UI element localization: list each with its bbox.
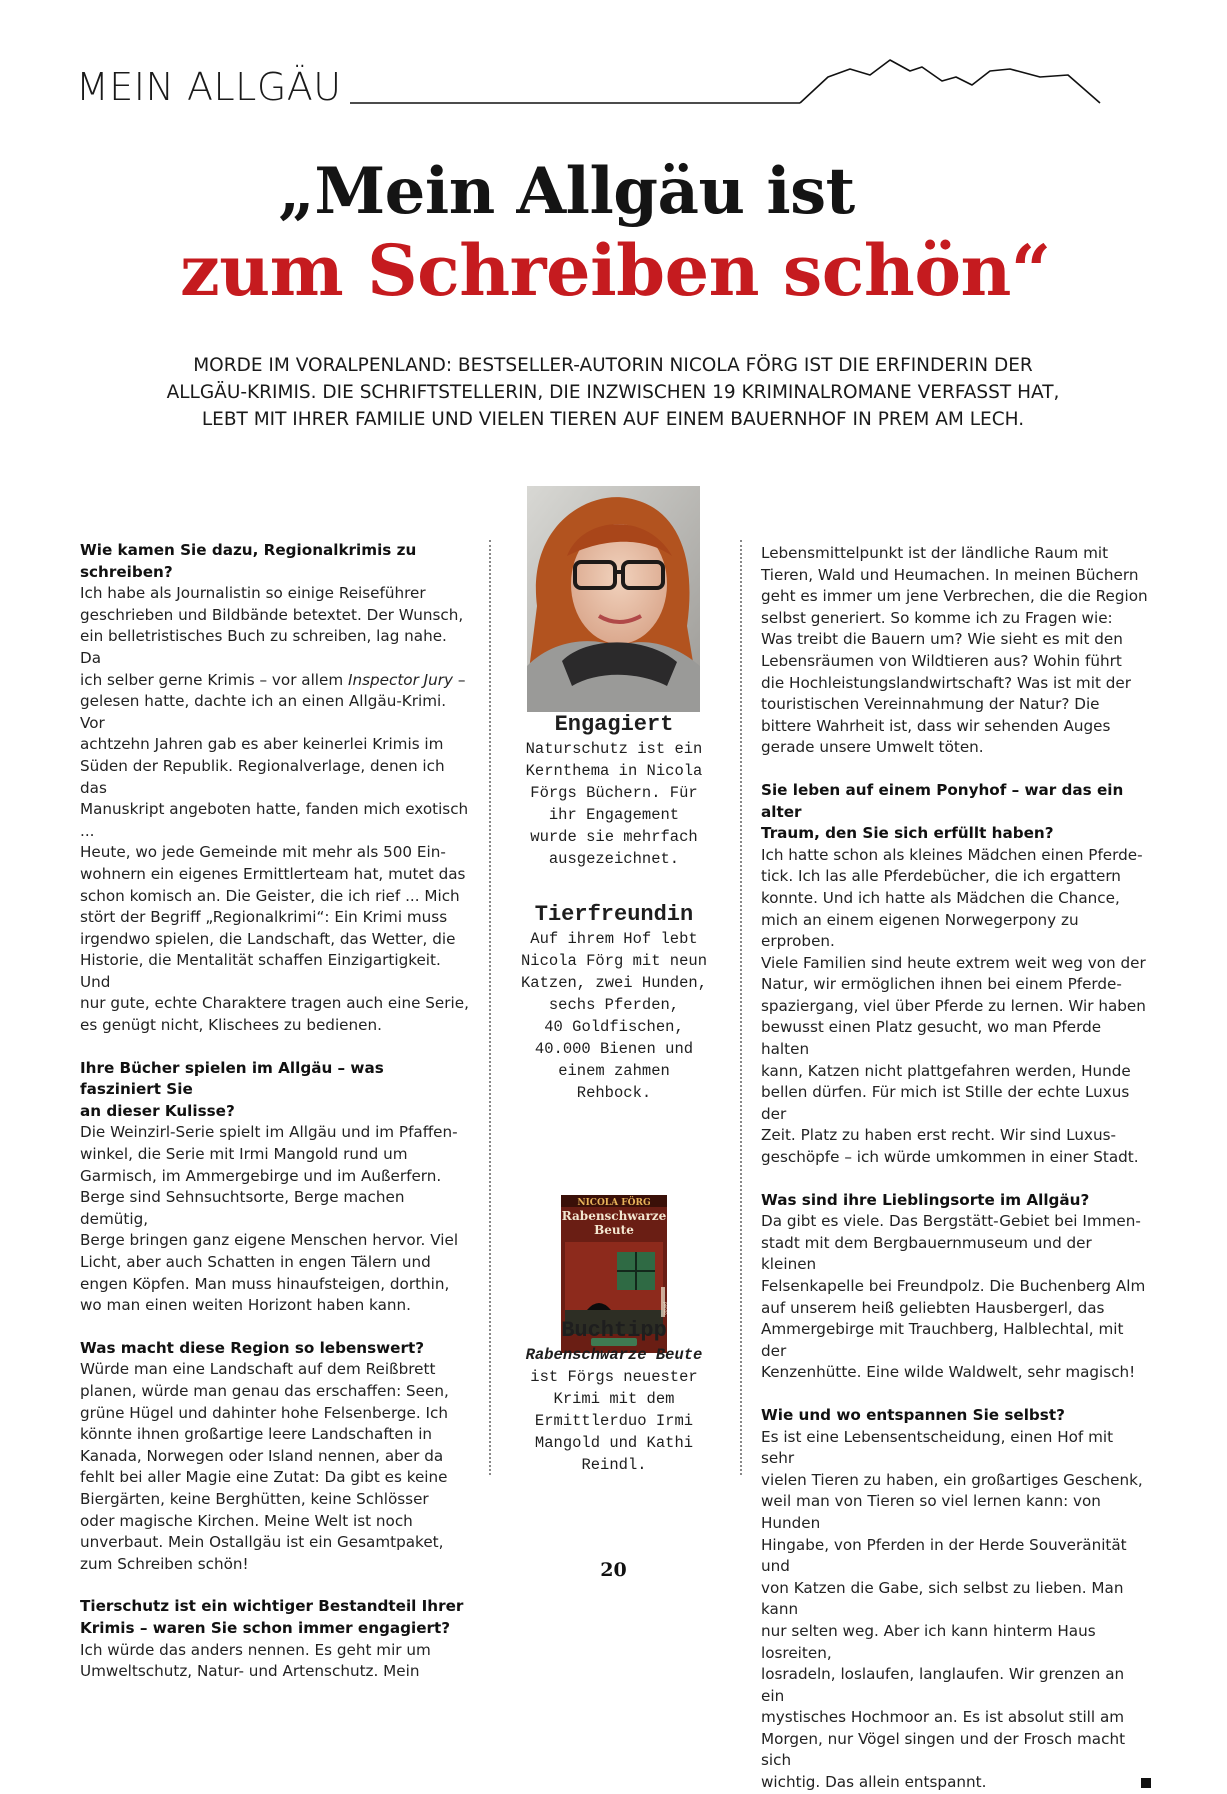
question-heading: an dieser Kulisse?	[80, 1101, 235, 1120]
headline-line-2: zum Schreiben schön“	[180, 229, 1051, 312]
mountain-silhouette-divider	[350, 55, 1150, 111]
sidebar-line: Auf ihrem Hof lebt	[530, 930, 698, 948]
left-article-column	[80, 540, 470, 1683]
answer-line: Berge sind Sehnsuchtsorte, Berge machen demütig,	[80, 1188, 405, 1228]
answer-line: ein belletristisches Buch zu schreiben, lag nahe. Da	[80, 627, 447, 667]
answer-line: mystisches Hochmoor an. Es ist absolut still am	[761, 1708, 1125, 1727]
answer-line: es genügt nicht, Klischees zu bedienen.	[80, 1016, 382, 1035]
answer-line: die Hochleistungslandwirtschaft? Was ist mit der	[761, 673, 1131, 692]
sidebar-line: wurde sie mehrfach	[530, 828, 698, 846]
answer-line: Berge bringen ganz eigene Menschen hervor. Viel	[80, 1231, 459, 1250]
sidebar-line: einem zahmen	[558, 1062, 670, 1080]
answer-line	[80, 670, 470, 692]
lead-line: ALLGÄU-KRIMIS. DIE SCHRIFTSTELLERIN, DIE INZWISCHEN 19 KRIMINALROMANE VERFASST HAT,	[166, 382, 1060, 403]
sidebar-line: ihr Engagement	[548, 806, 680, 824]
answer-line: Kanada, Norwegen oder Island nennen, aber da	[80, 1446, 444, 1465]
right-article-column	[761, 543, 1151, 1794]
sidebar-book-title: Rabenschwarze Beute	[525, 1346, 703, 1364]
book-title-1: Rabenschwarze	[561, 1209, 667, 1223]
answer-line: spaziergang, viel über Pferde zu lernen. Wir haben	[761, 996, 1146, 1015]
page-number: 20	[600, 1559, 627, 1581]
answer-line: Biergärten, keine Berghütten, keine Schlösser	[80, 1489, 429, 1508]
lead-paragraph	[78, 352, 1148, 433]
answer-line: touristischen Vereinnahmung der Natur? Die	[761, 695, 1100, 714]
author-portrait-photo	[527, 486, 700, 712]
answer-line: geschöpfe – ich würde umkommen in einer Stadt.	[761, 1148, 1139, 1167]
answer-line: planen, würde man genau das erschaffen: Seen,	[80, 1381, 449, 1400]
book-reference-italic: Inspector Jury	[347, 670, 453, 689]
answer-line: vielen Tieren zu haben, ein großartiges Geschenk,	[761, 1470, 1143, 1489]
sidebar-line: 40.000 Bienen und	[534, 1040, 694, 1058]
answer-line: Felsenkapelle bei Freundpolz. Die Buchenberg Alm	[761, 1277, 1146, 1295]
lead-line: LEBT MIT IHRER FAMILIE UND VIELEN TIEREN AUF EINEM BAUERNHOF IN PREM AM LECH.	[201, 409, 1025, 430]
sidebar-line: Krimi mit dem	[553, 1390, 675, 1408]
answer-line: Süden der Republik. Regionalverlage, denen ich das	[80, 756, 445, 797]
sidebar-heading: Engagiert	[554, 712, 674, 737]
answer-line: geht es immer um jene Verbrechen, die die Region	[761, 587, 1148, 606]
answer-line: losradeln, loslaufen, langlaufen. Wir grenzen an ein	[761, 1665, 1125, 1705]
sidebar-line: Nicola Förg mit neun	[520, 952, 708, 970]
answer-line: Es ist eine Lebensentscheidung, einen Hof mit sehr	[761, 1427, 1114, 1468]
answer-line: selbst generiert. So komme ich zu Fragen wie:	[761, 608, 1113, 627]
answer-line	[761, 1772, 1151, 1794]
answer-line: Umweltschutz, Natur- und Artenschutz. Mein	[80, 1662, 420, 1681]
answer-line: geschrieben und Bildbände betextet. Der Wunsch,	[80, 605, 464, 624]
sidebar-box-buchtipp	[500, 1318, 728, 1476]
answer-line: Garmisch, im Ammergebirge und im Außerfern.	[80, 1166, 442, 1185]
answer-line: Tieren, Wald und Heumachen. In meinen Büchern	[761, 565, 1139, 584]
answer-line: Lebensräumen von Wildtieren aus? Wohin führt	[761, 651, 1122, 670]
answer-line: Manuskript angeboten hatte, fanden mich exotisch ...	[80, 800, 469, 840]
sidebar-box-engagiert	[500, 712, 728, 870]
sidebar-line: Mangold und Kathi	[534, 1434, 694, 1452]
sidebar-heading: Tierfreundin	[534, 902, 694, 927]
headline-line-1: „Mein Allgäu ist	[278, 154, 855, 229]
column-divider	[489, 540, 491, 1475]
answer-line: Ammergebirge mit Trauchberg, Halblechtal, mit der	[761, 1320, 1124, 1360]
answer-line: winkel, die Serie mit Irmi Mangold rund um	[80, 1145, 408, 1164]
answer-line: Historie, die Mentalität schaffen Einzigartigkeit. Und	[80, 951, 441, 991]
sidebar-line: Förgs Büchern. Für	[530, 784, 698, 802]
sidebar-line: 40 Goldfischen,	[544, 1018, 684, 1036]
answer-line: gerade unsere Umwelt töten.	[761, 738, 984, 757]
sidebar-line: sechs Pferden,	[548, 996, 680, 1014]
answer-text: wichtig. Das allein entspannt.	[761, 1773, 987, 1792]
answer-line: zum Schreiben schön!	[80, 1554, 249, 1573]
answer-line: könnte ihnen großartige leere Landschaften in	[80, 1425, 433, 1444]
sidebar-line: Ermittlerduo Irmi	[534, 1412, 694, 1430]
answer-line: bewusst einen Platz gesucht, wo man Pferde halten	[761, 1018, 1102, 1059]
sidebar-line: ist Förgs neuester	[530, 1368, 698, 1386]
question-heading: Sie leben auf einem Ponyhof – war das ein alter	[761, 780, 1124, 821]
book-title-2: Beute	[594, 1223, 634, 1237]
section-title: MEIN ALLGÄU	[76, 65, 342, 109]
answer-line: schon komisch an. Die Geister, die ich rief ... Mich	[80, 886, 460, 905]
answer-line: Heute, wo jede Gemeinde mit mehr als 500 Ein-	[80, 843, 446, 862]
answer-line: grüne Hügel und dahinter hohe Felsenberge. Ich	[80, 1403, 449, 1422]
answer-text: ich selber gerne Krimis – vor allem	[80, 670, 344, 689]
answer-line: Lebensmittelpunkt ist der ländliche Raum mit	[761, 544, 1109, 562]
end-of-article-square-icon	[1141, 1778, 1151, 1788]
answer-line: wohnern ein eigenes Ermittlerteam hat, mutet das	[80, 864, 466, 883]
sidebar-line: Naturschutz ist ein	[525, 740, 703, 758]
lead-line: MORDE IM VORALPENLAND: BESTSELLER-AUTORIN NICOLA FÖRG IST DIE ERFINDERIN DER	[193, 355, 1033, 376]
book-publisher: pendo	[663, 1302, 668, 1315]
answer-line: bittere Wahrheit ist, dass wir sehenden Auges	[761, 716, 1111, 735]
answer-line: nur selten weg. Aber ich kann hinterm Haus losreiten,	[761, 1621, 1096, 1662]
answer-line: auf unserem heiß geliebten Hausbergerl, das	[761, 1298, 1105, 1317]
answer-line: Ich hatte schon als kleines Mädchen einen Pferde-	[761, 845, 1143, 864]
answer-line: engen Köpfen. Man muss hinaufsteigen, dorthin,	[80, 1274, 450, 1293]
question-heading: Wie kamen Sie dazu, Regionalkrimis zu schreiben?	[80, 541, 417, 581]
answer-line: bellen dürfen. Für mich ist Stille der echte Luxus der	[761, 1083, 1130, 1123]
answer-line: Hingabe, von Pferden in der Herde Souveränität und	[761, 1535, 1127, 1576]
sidebar-box-tierfreundin	[500, 902, 728, 1104]
sidebar-line: Katzen, zwei Hunden,	[520, 974, 708, 992]
answer-line: stadt mit dem Bergbauernmuseum und der kleinen	[761, 1233, 1092, 1274]
question-heading: Tierschutz ist ein wichtiger Bestandteil Ihrer	[80, 1597, 464, 1616]
answer-line: Kenzenhütte. Eine wilde Waldwelt, sehr magisch!	[761, 1363, 1136, 1382]
question-heading: Krimis – waren Sie schon immer engagiert?	[80, 1618, 451, 1637]
sidebar-line: Reindl.	[581, 1456, 647, 1474]
sidebar-line: ausgezeichnet.	[548, 850, 680, 868]
answer-line: Ich habe als Journalistin so einige Reiseführer	[80, 584, 426, 603]
question-heading: Was sind ihre Lieblingsorte im Allgäu?	[761, 1190, 1090, 1209]
answer-text: –	[453, 670, 466, 689]
answer-line: irgendwo spielen, die Landschaft, das Wetter, die	[80, 929, 456, 948]
answer-line: achtzehn Jahren gab es aber keinerlei Krimis im	[80, 735, 444, 754]
answer-line: oder magische Kirchen. Meine Welt ist noch	[80, 1511, 413, 1530]
answer-line: Ich würde das anders nennen. Es geht mir um	[80, 1640, 431, 1659]
column-divider	[740, 540, 742, 1475]
answer-line: gelesen hatte, dachte ich an einen Allgäu-Krimi. Vor	[80, 692, 447, 732]
answer-line: Natur, wir ermöglichen ihnen bei einem Pferde-	[761, 975, 1122, 994]
question-heading: Wie und wo entspannen Sie selbst?	[761, 1405, 1065, 1424]
answer-line: wo man einen weiten Horizont haben kann.	[80, 1296, 411, 1315]
answer-line: Morgen, nur Vögel singen und der Frosch macht sich	[761, 1729, 1126, 1770]
answer-line: Viele Familien sind heute extrem weit weg von der	[761, 953, 1146, 972]
book-author: NICOLA FÖRG	[577, 1198, 651, 1208]
answer-line: Licht, aber auch Schatten in engen Tälern und	[80, 1253, 431, 1271]
sidebar-line: Kernthema in Nicola	[525, 762, 703, 780]
answer-line: mich an einem eigenen Norwegerpony zu erproben.	[761, 910, 1079, 951]
question-heading: Traum, den Sie sich erfüllt haben?	[761, 824, 1054, 843]
answer-line: tick. Ich las alle Pferdebücher, die ich ergattern	[761, 867, 1121, 886]
answer-line: weil man von Tieren so viel lernen kann: von Hunden	[761, 1492, 1101, 1532]
answer-line: Zeit. Platz zu haben erst recht. Wir sind Luxus-	[761, 1126, 1116, 1145]
sidebar-heading: Buchtipp	[561, 1318, 667, 1343]
answer-line: kann, Katzen nicht plattgefahren werden, Hunde	[761, 1061, 1131, 1080]
answer-line: fehlt bei aller Magie eine Zutat: Da gibt es keine	[80, 1468, 448, 1487]
answer-line: Was treibt die Bauern um? Wie sieht es mit den	[761, 630, 1123, 649]
answer-line: konnte. Und ich hatte als Mädchen die Chance,	[761, 888, 1120, 907]
question-heading: Ihre Bücher spielen im Allgäu – was fasziniert Sie	[80, 1058, 384, 1099]
answer-line: stört der Begriff „Regionalkrimi“: Ein Krimi muss	[80, 908, 448, 927]
answer-line: Die Weinzirl-Serie spielt im Allgäu und im Pfaffen-	[80, 1123, 458, 1142]
answer-line: Würde man eine Landschaft auf dem Reißbrett	[80, 1360, 436, 1379]
sidebar-line: Rehbock.	[576, 1084, 652, 1102]
answer-line: Da gibt es viele. Das Bergstätt-Gebiet bei Immen-	[761, 1212, 1141, 1231]
question-heading: Was macht diese Region so lebenswert?	[80, 1338, 425, 1357]
answer-line: von Katzen die Gabe, sich selbst zu lieben. Man kann	[761, 1578, 1124, 1619]
answer-line: unverbaut. Mein Ostallgäu ist ein Gesamtpaket,	[80, 1533, 444, 1552]
answer-line: nur gute, echte Charaktere tragen auch eine Serie,	[80, 994, 469, 1013]
